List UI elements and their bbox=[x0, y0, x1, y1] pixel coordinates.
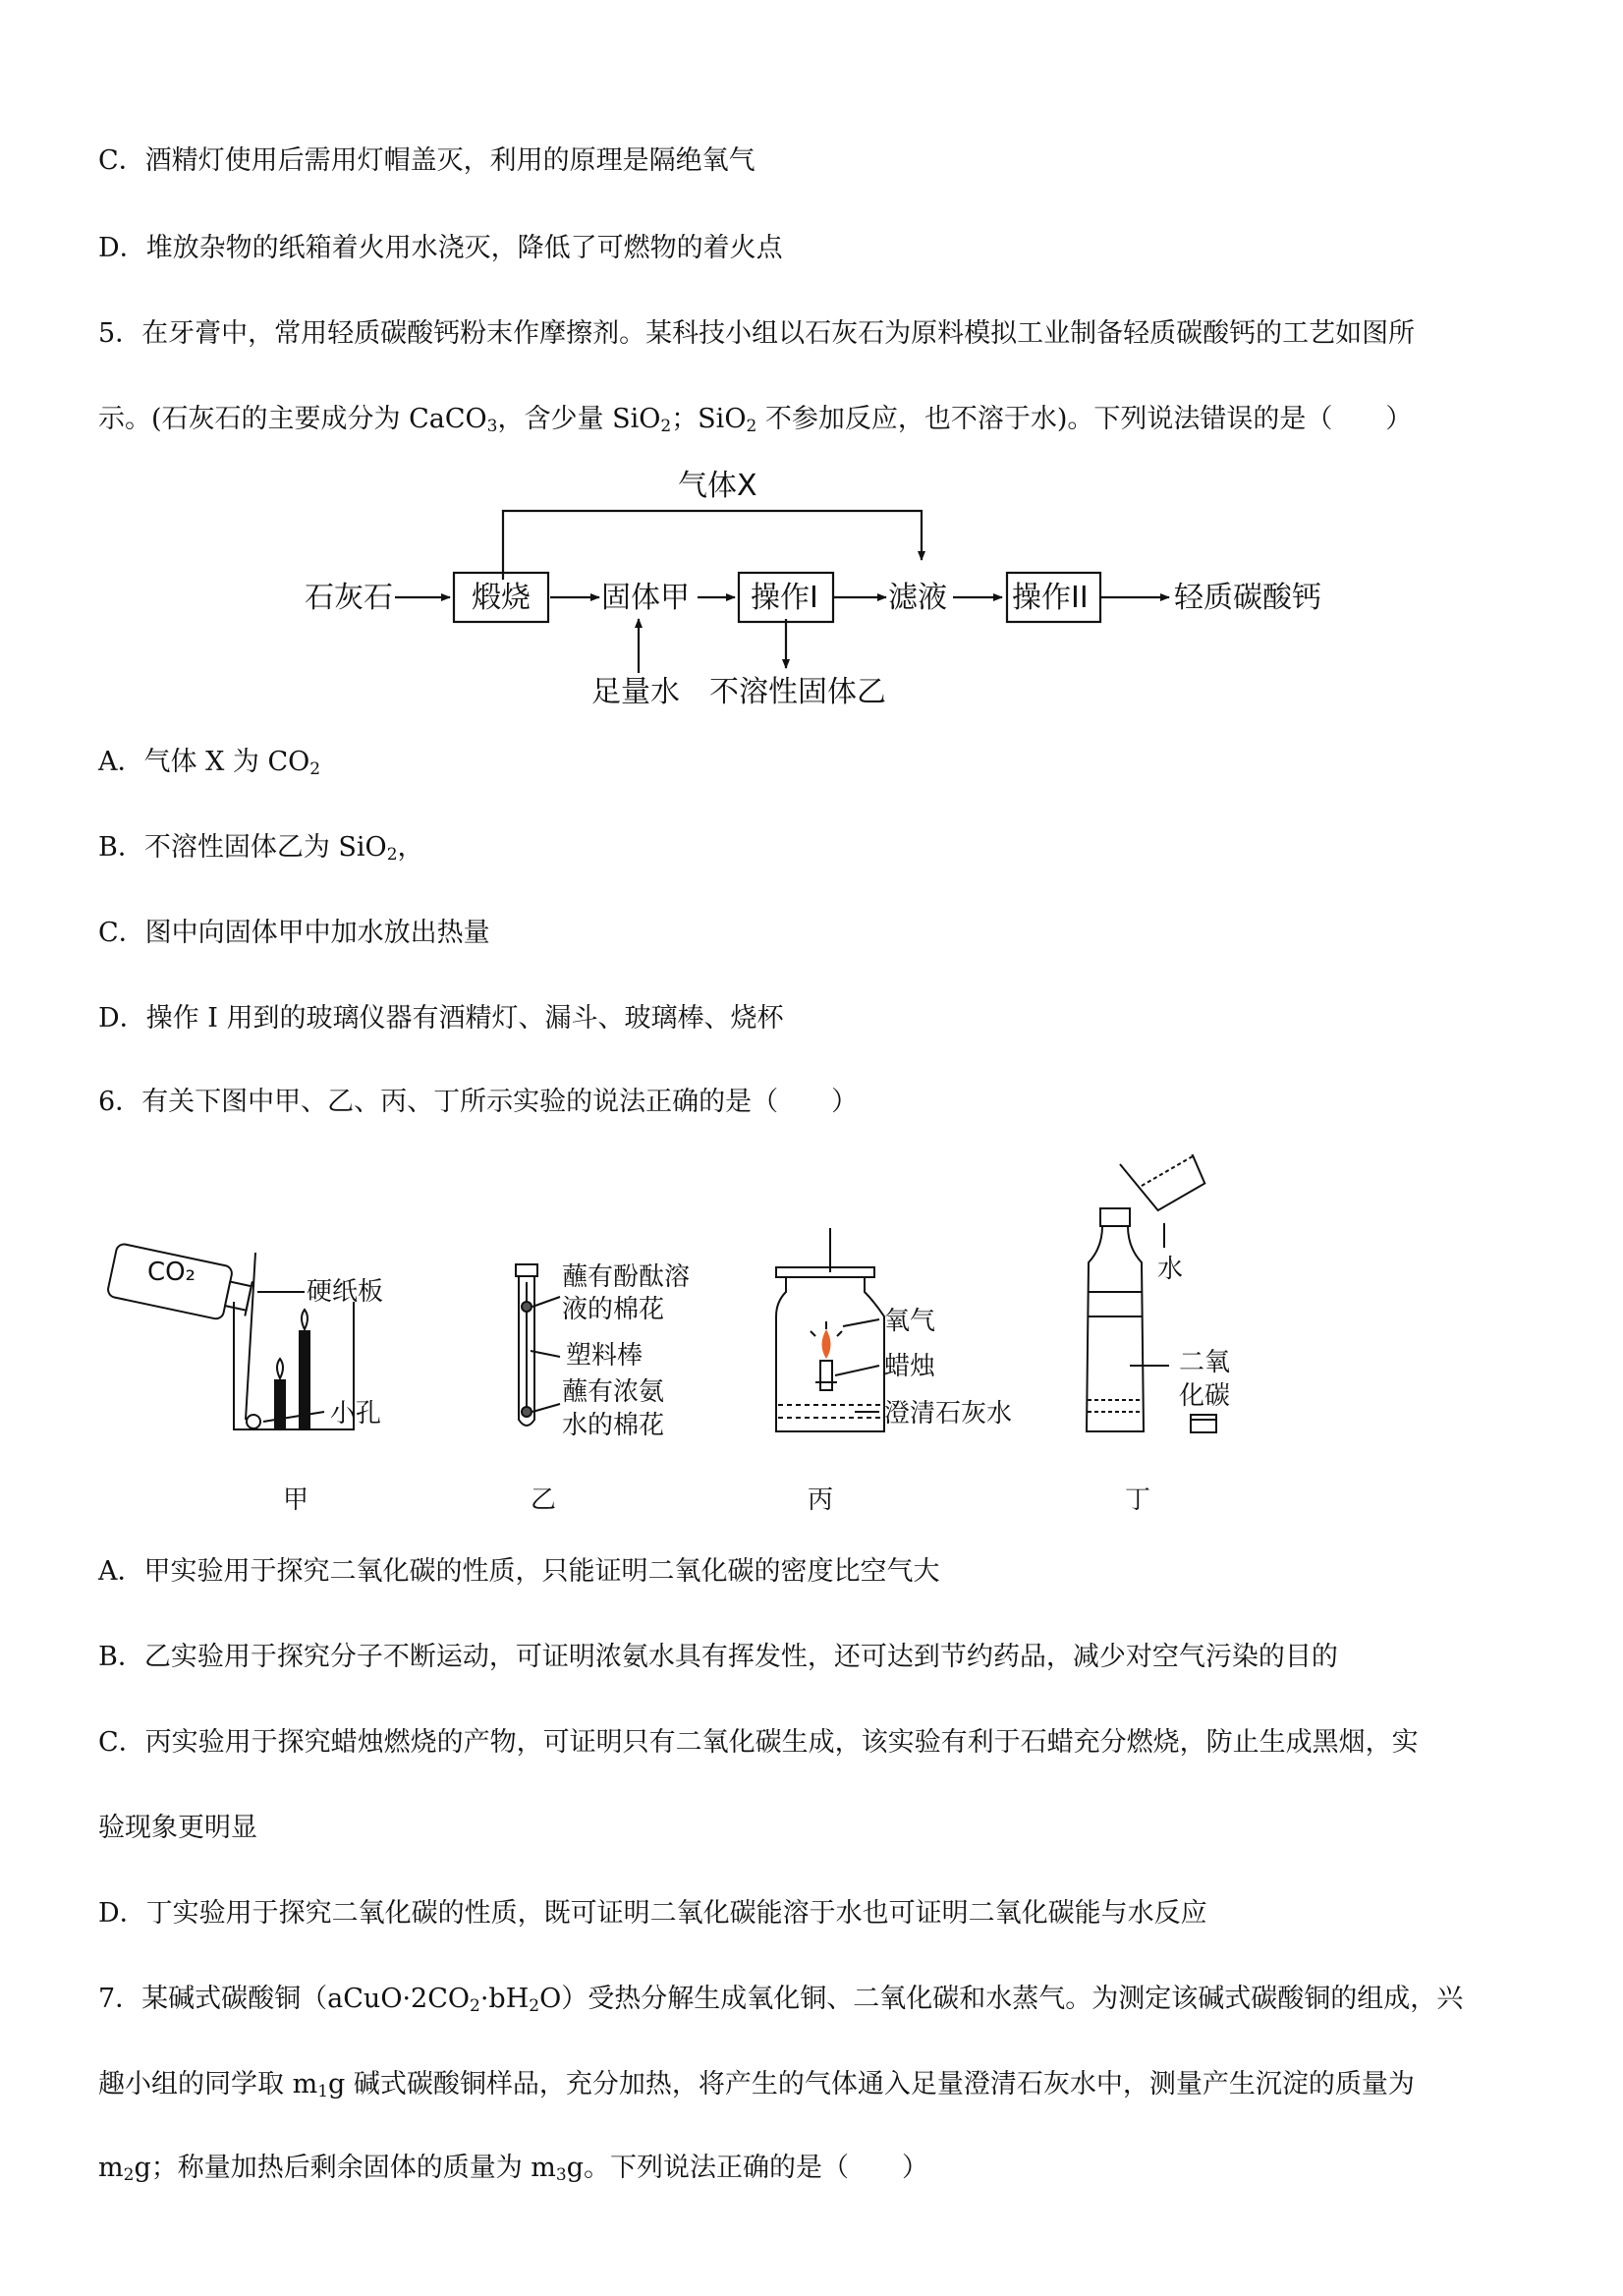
q6-option-b: B．乙实验用于探究分子不断运动，可证明浓氨水具有挥发性，还可达到节约药品，减少对空气污染的目的 bbox=[98, 1642, 1338, 1672]
q6-option-a: A．甲实验用于探究二氧化碳的性质，只能证明二氧化碳的密度比空气大 bbox=[98, 1556, 940, 1587]
ding-figure-label: 丁 bbox=[1125, 1485, 1151, 1515]
figure-jia bbox=[107, 1243, 354, 1429]
yi-figure-label: 乙 bbox=[531, 1485, 557, 1515]
yi-cotton2-line1: 蘸有浓氨 bbox=[562, 1377, 665, 1407]
jia-co2-label: CO₂ bbox=[147, 1258, 196, 1287]
water-label: 足量水 bbox=[591, 675, 680, 709]
jia-board-label: 硬纸板 bbox=[307, 1277, 384, 1307]
limestone-label: 石灰石 bbox=[305, 581, 393, 615]
yi-cotton1-line1: 蘸有酚酞溶 bbox=[562, 1262, 691, 1292]
filtrate-label: 滤液 bbox=[888, 581, 947, 615]
yi-cotton1-line2: 液的棉花 bbox=[562, 1295, 665, 1324]
op2-label: 操作II bbox=[1012, 581, 1089, 615]
bing-figure-label: 丙 bbox=[808, 1485, 834, 1515]
q5-stem-line1: 5．在牙膏中，常用轻质碳酸钙粉末作摩擦剂。某科技小组以石灰石为原料模拟工业制备轻质碳酸钙的工艺如图所 bbox=[98, 318, 1416, 349]
yi-cotton2-line2: 水的棉花 bbox=[562, 1411, 665, 1440]
ding-water-label: 水 bbox=[1157, 1255, 1184, 1284]
jia-hole-label: 小孔 bbox=[330, 1399, 382, 1428]
q6-option-d: D．丁实验用于探究二氧化碳的性质，既可证明二氧化碳能溶于水也可证明二氧化碳能与水反应 bbox=[98, 1898, 1207, 1929]
figure-yi bbox=[516, 1264, 560, 1426]
q5-option-b: B．不溶性固体乙为 SiO$_2$， bbox=[98, 832, 424, 865]
q7-stem-line2: 趣小组的同学取 $m_1g$ 碱式碳酸铜样品，充分加热，将产生的气体通入足量澄清石灰水中，测量产生沉淀的质量为 bbox=[98, 2069, 1415, 2101]
figure-bing bbox=[776, 1228, 884, 1431]
bing-limewater-label: 澄清石灰水 bbox=[884, 1399, 1013, 1428]
q6-option-c-line2: 验现象更明显 bbox=[98, 1813, 257, 1843]
q5-option-a: A．气体 X 为 $CO_2$ bbox=[98, 747, 321, 779]
yi-rod-label: 塑料棒 bbox=[566, 1341, 644, 1371]
q6-option-c-line1: C．丙实验用于探究蜡烛燃烧的产物，可证明只有二氧化碳生成，该实验有利于石蜡充分燃烧，防止生成黑烟，实 bbox=[98, 1727, 1419, 1758]
gas-x-label: 气体X bbox=[678, 469, 757, 503]
q5-stem-line2: 示。(石灰石的主要成分为 CaCO$_3$，含少量 SiO$_2$；SiO$_2$ 不参加反应，也不溶于水)。下列说法错误的是（ ） bbox=[98, 404, 1413, 436]
ding-co2-line2: 化碳 bbox=[1179, 1381, 1231, 1411]
solid-b-label: 不溶性固体乙 bbox=[709, 675, 886, 709]
q7-stem-line1: 7．某碱式碳酸铜$(aCuO\cdot 2CO_2\cdot bH_2O)$受热分解生成氧化铜、二氧化碳和水蒸气。为测定该碱式碳酸铜的组成，兴 bbox=[98, 1984, 1464, 2016]
q4-option-c: C．酒精灯使用后需用灯帽盖灭，利用的原理是隔绝氧气 bbox=[98, 145, 756, 176]
q5-process-flow-diagram bbox=[285, 462, 1346, 717]
op1-label: 操作I bbox=[751, 581, 818, 615]
bing-candle-label: 蜡烛 bbox=[884, 1352, 936, 1381]
q6-experiment-figures bbox=[98, 1154, 1277, 1528]
bing-oxygen-label: 氧气 bbox=[884, 1307, 936, 1336]
candle-flame-icon bbox=[822, 1329, 831, 1359]
q5-option-c: C．图中向固体甲中加水放出热量 bbox=[98, 918, 490, 948]
q4-option-d: D．堆放杂物的纸箱着火用水浇灭，降低了可燃物的着火点 bbox=[98, 233, 783, 263]
q5-option-d: D．操作 I 用到的玻璃仪器有酒精灯、漏斗、玻璃棒、烧杯 bbox=[98, 1003, 784, 1034]
product-label: 轻质碳酸钙 bbox=[1174, 581, 1321, 615]
q6-stem: 6．有关下图中甲、乙、丙、丁所示实验的说法正确的是（ ） bbox=[98, 1087, 859, 1117]
jia-figure-label: 甲 bbox=[283, 1485, 309, 1515]
ding-co2-line1: 二氧 bbox=[1179, 1348, 1231, 1377]
solid-a-label: 固体甲 bbox=[601, 581, 690, 615]
calcine-label: 煅烧 bbox=[472, 581, 531, 615]
q7-stem-line3: $m_2g$；称量加热后剩余固体的质量为 $m_3g$。下列说法正确的是（ ） bbox=[98, 2153, 929, 2185]
